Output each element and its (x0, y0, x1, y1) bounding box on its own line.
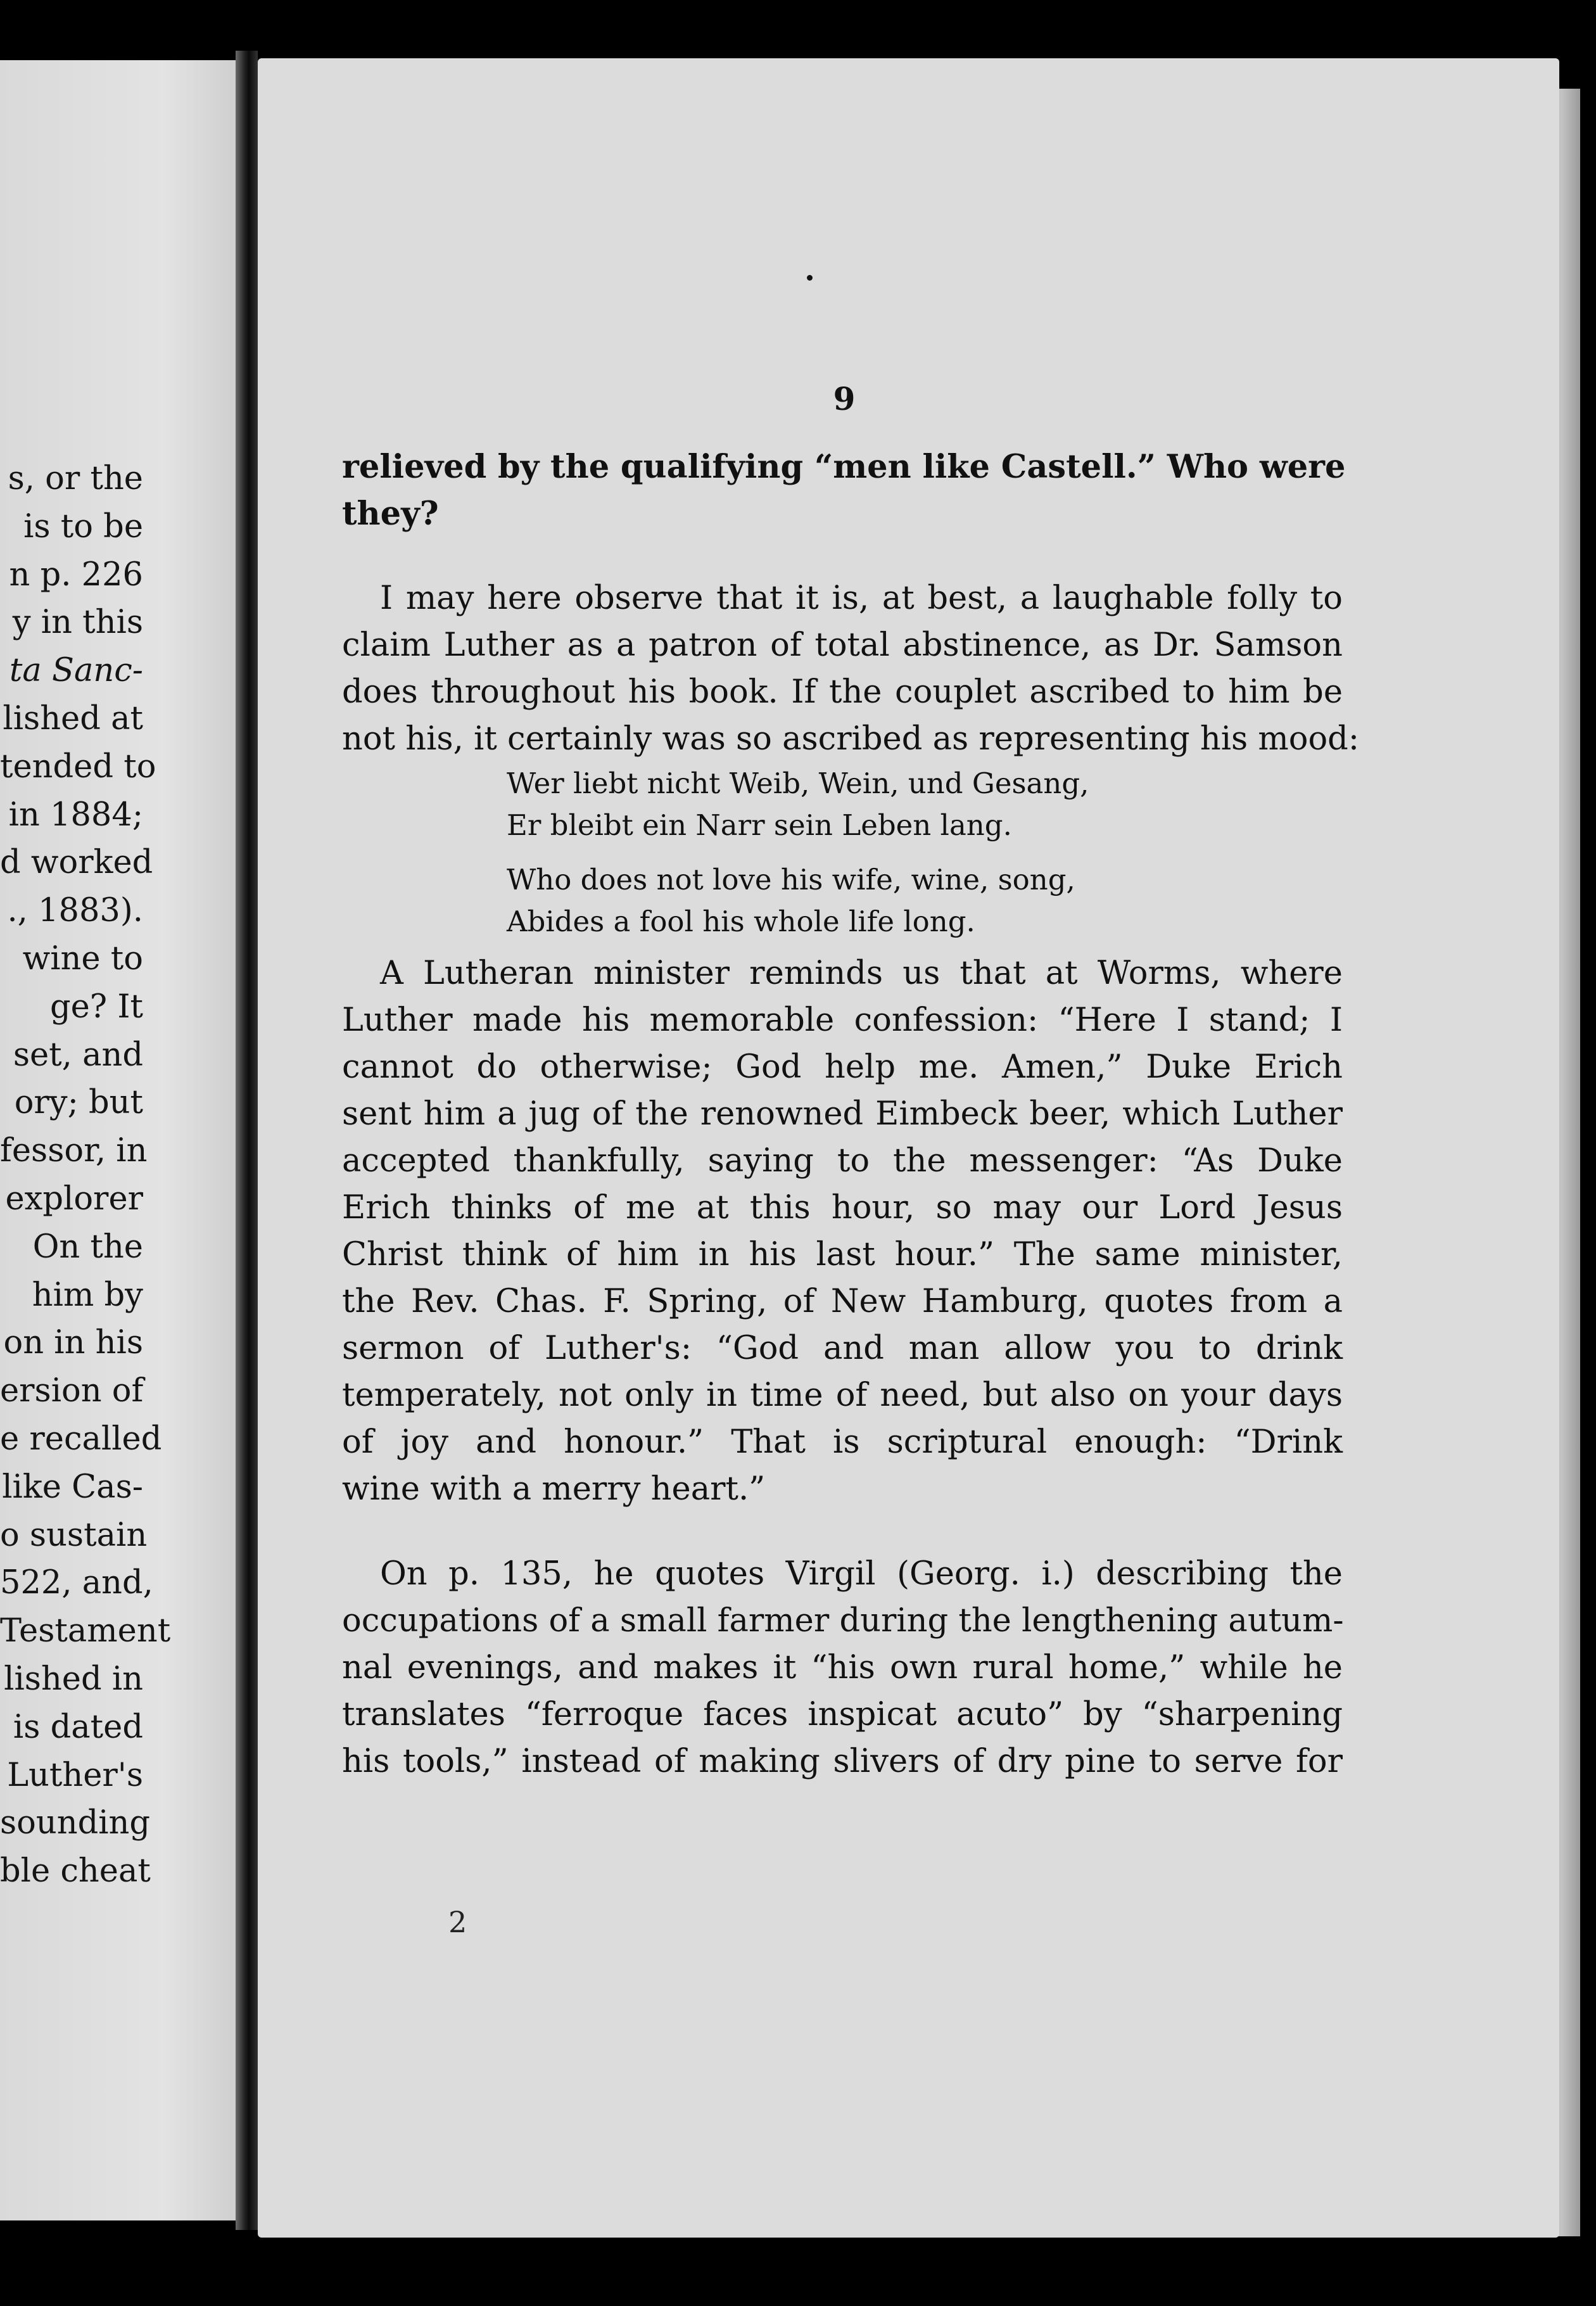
left-page (0, 60, 236, 2220)
verse-english (342, 859, 1343, 943)
text-line: they? (342, 495, 439, 533)
left-line: on in his (3, 1324, 143, 1362)
text-line: claim Luther as a patron of total abstinence, as Dr. Samson (342, 627, 1343, 664)
text-line: nal evenings, and makes it “his own rural home,” while he (342, 1649, 1343, 1686)
left-line: 522, and, (0, 1564, 153, 1602)
text-line: I may here observe that it is, at best, a laughable folly to (380, 580, 1343, 617)
left-line: is dated (13, 1708, 143, 1746)
verse-line: Er bleibt ein Narr sein Leben lang. (507, 808, 1012, 842)
text-line: Christ think of him in his last hour.” The same minister, (342, 1236, 1343, 1273)
ink-dot (807, 275, 813, 281)
left-line: ta Sanc- (9, 652, 143, 690)
left-line: On the (32, 1228, 143, 1266)
left-line: lished in (4, 1660, 143, 1698)
paragraph-1 (342, 443, 1346, 537)
left-line: him by (32, 1276, 143, 1314)
paragraph-2 (342, 575, 1360, 763)
left-line: sounding (0, 1804, 151, 1842)
text-line: wine with a merry heart.” (342, 1470, 766, 1508)
left-line: tended to (0, 748, 156, 786)
left-line: n p. 226 (9, 556, 143, 594)
left-line: Luther's (7, 1756, 143, 1794)
signature-mark: 2 (448, 1905, 467, 1939)
verse-line: Wer liebt nicht Weib, Wein, und Gesang, (507, 767, 1089, 800)
text-line: accepted thankfully, saying to the messenger: “As Duke (342, 1142, 1343, 1180)
left-line: fessor, in (0, 1132, 148, 1170)
text-line: translates “ferroque faces inspicat acuto” by “sharpening (342, 1696, 1343, 1733)
text-line: his tools,” instead of making slivers of dry pine to serve for (342, 1743, 1343, 1780)
text-line: not his, it certainly was so ascribed as representing his mood: (342, 720, 1360, 758)
verse-german (342, 763, 1343, 846)
text-line: On p. 135, he quotes Virgil (Georg. i.) describing the (380, 1555, 1343, 1593)
left-line: set, and (13, 1036, 143, 1074)
text-line: the Rev. Chas. F. Spring, of New Hamburg, quotes from a (342, 1283, 1343, 1320)
left-line: like Cas- (2, 1468, 143, 1506)
left-line: ble cheat (0, 1852, 151, 1890)
left-line: d worked (0, 844, 153, 882)
right-page-text (342, 443, 1360, 1785)
text-line: occupations of a small farmer during the lengthening autum- (342, 1602, 1344, 1640)
verse-line: Who does not love his wife, wine, song, (507, 863, 1075, 896)
left-line: ersion of (0, 1372, 144, 1410)
left-line: o sustain (0, 1516, 148, 1554)
left-line: Testament (0, 1612, 171, 1650)
left-line: lished at (3, 699, 143, 737)
text-line: Luther made his memorable confession: “Here I stand; I (342, 1002, 1343, 1039)
left-line: explorer (5, 1180, 143, 1218)
left-line: e recalled (0, 1420, 162, 1458)
left-line: wine to (22, 940, 143, 978)
left-line: ge? It (49, 988, 143, 1026)
left-line: ory; but (14, 1084, 143, 1122)
verse-line: Abides a fool his whole life long. (507, 905, 975, 938)
left-line: ., 1883). (7, 892, 143, 930)
page-number: 9 (833, 380, 856, 417)
left-line: s, or the (8, 460, 143, 497)
left-line: y in this (12, 604, 143, 642)
left-line: is to be (23, 507, 143, 545)
text-line: sermon of Luther's: “God and man allow you to drink (342, 1330, 1343, 1367)
text-line: of joy and honour.” That is scriptural enough: “Drink (342, 1424, 1343, 1461)
text-line: Erich thinks of me at this hour, so may our Lord Jesus (342, 1189, 1343, 1226)
text-line: sent him a jug of the renowned Eimbeck beer, which Luther (342, 1095, 1343, 1133)
text-line: relieved by the qualifying “men like Castell.” Who were (342, 448, 1346, 486)
text-line: A Lutheran minister reminds us that at Worms, where (380, 955, 1343, 992)
paragraph-3 (342, 950, 1343, 1513)
text-line: temperately, not only in time of need, but also on your days (342, 1377, 1343, 1414)
book-gutter (236, 51, 258, 2230)
left-page-text (0, 455, 171, 1895)
text-line: does throughout his book. If the couplet ascribed to him be (342, 673, 1343, 711)
left-line: in 1884; (8, 796, 143, 834)
paragraph-4 (342, 1551, 1343, 1785)
text-line: cannot do otherwise; God help me. Amen,” Duke Erich (342, 1048, 1343, 1086)
